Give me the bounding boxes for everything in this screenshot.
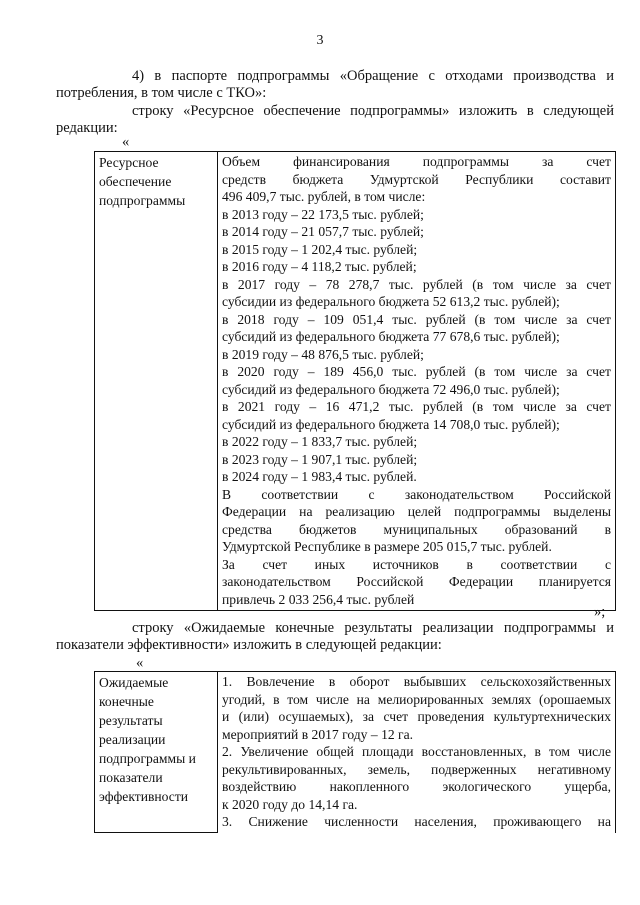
row2-line-2: показатели эффективности» изложить в следующей редакции: <box>56 637 442 653</box>
resource-line-4: в 2013 году – 22 173,5 тыс. рублей; <box>222 206 424 222</box>
resource-line-8: в 2017 году – 78 278,7 тыс. рублей (в том числе за счет <box>222 276 611 292</box>
results-line-9: 3. Снижение численности населения, проживающего на <box>222 814 611 829</box>
results-label-line-2: конечные <box>99 694 154 709</box>
resource-line-7: в 2016 году – 4 118,2 тыс. рублей; <box>222 259 417 274</box>
results-line-8: к 2020 году до 14,14 га. <box>222 796 358 812</box>
item4-paragraph <box>56 68 614 102</box>
resource-line-18: в 2023 году – 1 907,1 тыс. рублей; <box>222 451 418 467</box>
resource-line-9: субсидии из федерального бюджета 52 613,2 тыс. рублей); <box>222 294 560 309</box>
row2-line-1: строку «Ожидаемые конечные результаты реализации подпрограммы и <box>132 620 614 636</box>
results-label-line-5: подпрограммы и <box>99 751 196 766</box>
results-line-5: 2. Увеличение общей площади восстановленных, в том числе <box>222 744 611 759</box>
resource-line-10: в 2018 году – 109 051,4 тыс. рублей (в том числе за счет <box>222 311 611 327</box>
resource-line-21: Федерации на реализацию целей подпрограммы выделены <box>222 504 611 519</box>
results-label-line-4: реализации <box>99 732 166 747</box>
resource-line-1: Объем финансирования подпрограммы за счет <box>222 154 611 169</box>
item4-line-2: потребления, в том числе с ТКО»: <box>56 85 267 101</box>
resource-line-12: в 2019 году – 48 876,5 тыс. рублей; <box>222 346 424 362</box>
results-line-4: мероприятий в 2017 году – 12 га. <box>222 726 414 742</box>
resource-line-17: в 2022 году – 1 833,7 тыс. рублей; <box>222 434 418 449</box>
resource-line-5: в 2014 году – 21 057,7 тыс. рублей; <box>222 224 424 239</box>
resource-line-22: средства бюджетов муниципальных образований в <box>222 521 611 537</box>
resource-label-cell <box>95 152 218 611</box>
resource-line-2: средств бюджета Удмуртской Республики составит <box>222 171 611 187</box>
resource-label-line-3: подпрограммы <box>99 193 186 208</box>
row1-line-2: редакции: <box>56 120 118 136</box>
resource-row <box>95 152 616 611</box>
results-line-2: угодий, в том числе на мелиорированных землях (орошаемых <box>222 691 611 707</box>
resource-line-15: в 2021 году – 16 471,2 тыс. рублей (в том числе за счет <box>222 399 611 414</box>
results-line-3: и (или) осушаемых), за счет проведения культуртехнических <box>222 709 611 724</box>
resource-line-11: субсидий из федерального бюджета 77 678,6 тыс. рублей); <box>222 329 560 344</box>
results-label-line-3: результаты <box>99 713 163 728</box>
results-label-cell <box>95 672 218 833</box>
resource-line-25: законодательством Российской Федерации планируется <box>222 574 611 589</box>
results-line-6: рекультивированных, земель, подверженных негативному <box>222 761 611 777</box>
results-line-7: воздействию накопленного экологического ущерба, <box>222 779 611 794</box>
resource-line-3: 496 409,7 тыс. рублей, в том числе: <box>222 189 426 204</box>
results-line-1: 1. Вовлечение в оборот выбывших сельскохозяйственных <box>222 674 611 689</box>
results-label-line-1: Ожидаемые <box>99 675 169 690</box>
resource-line-26: привлечь 2 033 256,4 тыс. рублей <box>222 591 415 607</box>
resource-line-14: субсидий из федерального бюджета 72 496,0 тыс. рублей); <box>222 381 560 397</box>
results-label-line-7: эффективности <box>99 789 189 804</box>
resource-line-20: В соответствии с законодательством Российской <box>222 486 611 502</box>
open-quote-2: « <box>136 655 144 671</box>
resource-line-6: в 2015 году – 1 202,4 тыс. рублей; <box>222 241 418 257</box>
row1-line-1: строку «Ресурсное обеспечение подпрограммы» изложить в следующей <box>132 103 614 119</box>
open-quote-1: « <box>122 134 130 150</box>
row2-instruction <box>56 620 614 654</box>
page-number: 3 <box>316 33 324 48</box>
resource-line-16: субсидий из федерального бюджета 14 708,0 тыс. рублей); <box>222 416 560 432</box>
resource-line-24: За счет иных источников в соответствии с <box>222 556 611 572</box>
resource-line-13: в 2020 году – 189 456,0 тыс. рублей (в том числе за счет <box>222 364 611 379</box>
results-label-line-6: показатели <box>99 770 163 785</box>
results-content-cell <box>218 672 616 833</box>
resource-line-23: Удмуртской Республике в размере 205 015,7 тыс. рублей. <box>222 539 552 554</box>
item4-line-1: 4) в паспорте подпрограммы «Обращение с отходами производства и <box>132 68 614 84</box>
resource-table <box>94 151 616 611</box>
close-quote-1: »; <box>594 604 606 620</box>
results-row <box>95 672 616 833</box>
resource-content-cell <box>218 152 616 611</box>
resource-line-19: в 2024 году – 1 983,4 тыс. рублей. <box>222 469 417 484</box>
results-table <box>94 671 616 833</box>
resource-label-line-2: обеспечение <box>99 174 172 189</box>
row1-instruction <box>56 103 614 137</box>
resource-label-line-1: Ресурсное <box>99 155 159 170</box>
